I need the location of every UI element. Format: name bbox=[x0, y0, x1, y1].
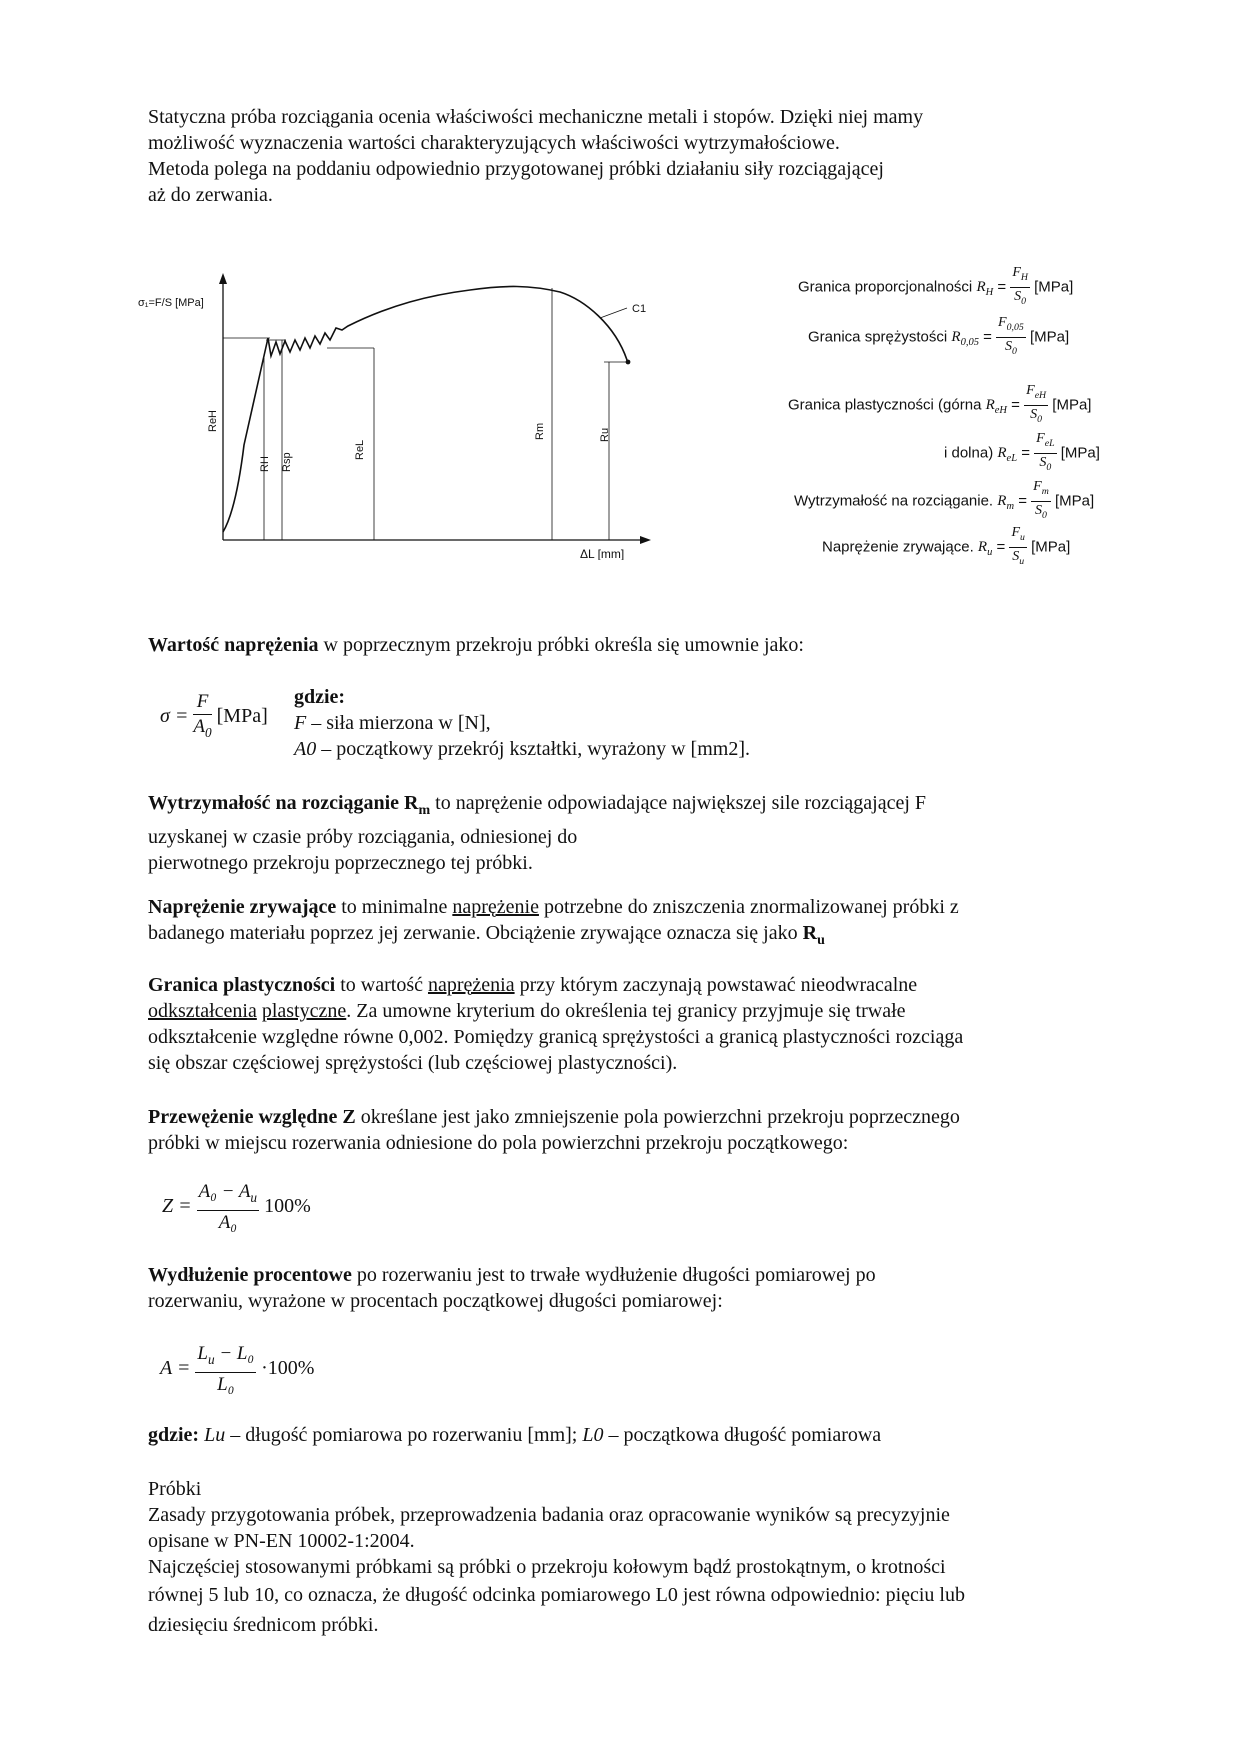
reduction-paragraph: Przewężenie względne Z określane jest jako zmniejszenie pola powierzchni przekroju poprzecznego próbki w miejscu rozerwania odniesione do pola powierzchni przekroju początkowego: bbox=[148, 1106, 960, 1154]
c1-leader bbox=[600, 308, 627, 318]
formula-yield-lower: i dolna) $R_{eL}$ = $\frac{F_{eL}}{S_0}$ [MPa] bbox=[944, 431, 1100, 473]
formula-proportional: Granica proporcjonalności $R_H$ = $\frac{F_H}{S_0}$ [MPa] bbox=[798, 265, 1074, 307]
stress-strain-curve bbox=[223, 286, 628, 532]
intro-line-2: możliwość wyznaczenia wartości charakteryzujących właściwości wytrzymałościowe. bbox=[148, 132, 840, 154]
stress-equation: σ = $\frac{F}{A_0}$ [MPa] bbox=[160, 691, 268, 740]
elongation-note: gdzie: Lu – długość pomiarowa po rozerwaniu [mm]; L0 – początkowa długość pomiarowa bbox=[148, 1424, 882, 1446]
formula-yield-upper: Granica plastyczności (górna $R_{eH}$ = $\frac{F_{eH}}{S_0}$ [MPa] bbox=[788, 383, 1092, 425]
link-naprezenia[interactable]: naprężenia bbox=[427, 974, 515, 996]
samples-section: Próbki Zasady przygotowania próbek, przeprowadzenia badania oraz opracowanie wyników są precyzyjnie opisane w PN-EN 10002-1:2004. Najczęściej stosowanymi próbkami są próbki o przekroju kołowym bądź prostokątnym, o krotności równej 5 lub 10, co oznacza, że długość odcinka pomiarowego L0 jest równa odpowiednio: pięciu lub dziesięciu średnicom próbki. bbox=[148, 1478, 965, 1636]
y-axis-label: σ₁=F/S [MPa] bbox=[138, 297, 204, 309]
ru-label: Ru bbox=[599, 427, 611, 442]
rm-paragraph: Wytrzymałość na rozciąganie $R_m$ to naprężenie odpowiadające największej sile rozciągającej F uzyskanej w czasie próby rozciągania, odniesionej do pierwotnego przekroju poprzecznego tej próbki. bbox=[148, 792, 927, 874]
intro-line-4: aż do zerwania. bbox=[148, 184, 273, 206]
elongation-equation: A = $\frac{L_u - L_0}{\text{L₀}}$ ·100% bbox=[160, 1343, 315, 1395]
formula-breaking-stress: Naprężenie zrywające. $R_u$ = $\frac{F_u}{S_u}$ [MPa] bbox=[822, 525, 1071, 567]
link-naprezenie[interactable]: naprężenie bbox=[452, 896, 539, 918]
rm-label: Rm bbox=[534, 422, 546, 440]
x-axis-arrow bbox=[640, 536, 651, 544]
formula-tensile-strength: Wytrzymałość na rozciąganie. $R_m$ = $\frac{F_m}{S_0}$ [MPa] bbox=[794, 479, 1095, 521]
rsp-label: Rsp bbox=[281, 452, 293, 472]
stress-term: Wartość naprężenia bbox=[148, 634, 319, 656]
x-axis-label: ΔL [mm] bbox=[580, 547, 625, 560]
link-plastyczne[interactable]: plastyczne bbox=[261, 1000, 347, 1022]
reduction-equation: Z = $\frac{A_0 - A_u}{\text{A₀}}$ 100% bbox=[162, 1181, 311, 1233]
rh-label: RH bbox=[259, 456, 271, 472]
link-odksztalcenia[interactable]: odkształcenia bbox=[148, 1000, 257, 1022]
rel-label: ReL bbox=[354, 439, 366, 460]
formula-elastic: Granica sprężystości $R_{0,05}$ = $\frac{F_{0,05}}{S_0}$ [MPa] bbox=[808, 315, 1070, 357]
intro-line-3: Metoda polega na poddaniu odpowiednio przygotowanej próbki działaniu siły rozciągającej bbox=[148, 158, 884, 180]
rupture-point bbox=[626, 360, 631, 365]
stress-paragraph: Wartość naprężenia w poprzecznym przekroju próbki określa się umownie jako: bbox=[148, 634, 804, 656]
ru-paragraph: Naprężenie zrywające to minimalne naprężenie potrzebne do zniszczenia znormalizowanej próbki z badanego materiału poprzez jej zerwanie. Obciążenie zrywające oznacza się jako $R_u$ bbox=[148, 896, 959, 948]
reh-label: ReH bbox=[207, 409, 219, 432]
intro-line-1: Statyczna próba rozciągania ocenia właściwości mechaniczne metali i stopów. Dzięki niej mamy bbox=[148, 106, 924, 128]
elongation-paragraph: Wydłużenie procentowe po rozerwaniu jest to trwałe wydłużenie długości pomiarowej po rozerwaniu, wyrażone w procentach początkowej długości pomiarowej: bbox=[148, 1264, 876, 1312]
plasticity-paragraph: Granica plastyczności to wartość naprężenia przy którym zaczynają powstawać nieodwracalne odkształcenia plastyczne. Za umowne kryterium do określenia tej granicy przyjmuje się trwałe odkształcenie względne równe 0,002. Pomiędzy granicą sprężystości a granicą plastyczności rozciąga się obszar częściowej sprężystości (lub częściowej plastyczności). bbox=[148, 974, 964, 1074]
stress-strain-diagram bbox=[130, 270, 660, 560]
c1-label: C1 bbox=[632, 303, 647, 315]
y-axis-arrow bbox=[219, 273, 227, 284]
intro-paragraph bbox=[148, 104, 1098, 208]
samples-heading: Próbki bbox=[148, 1478, 202, 1500]
stress-where: gdzie: F – siła mierzona w [N], A0 – początkowy przekrój kształtki, wyrażony w [mm2]. bbox=[294, 686, 750, 760]
